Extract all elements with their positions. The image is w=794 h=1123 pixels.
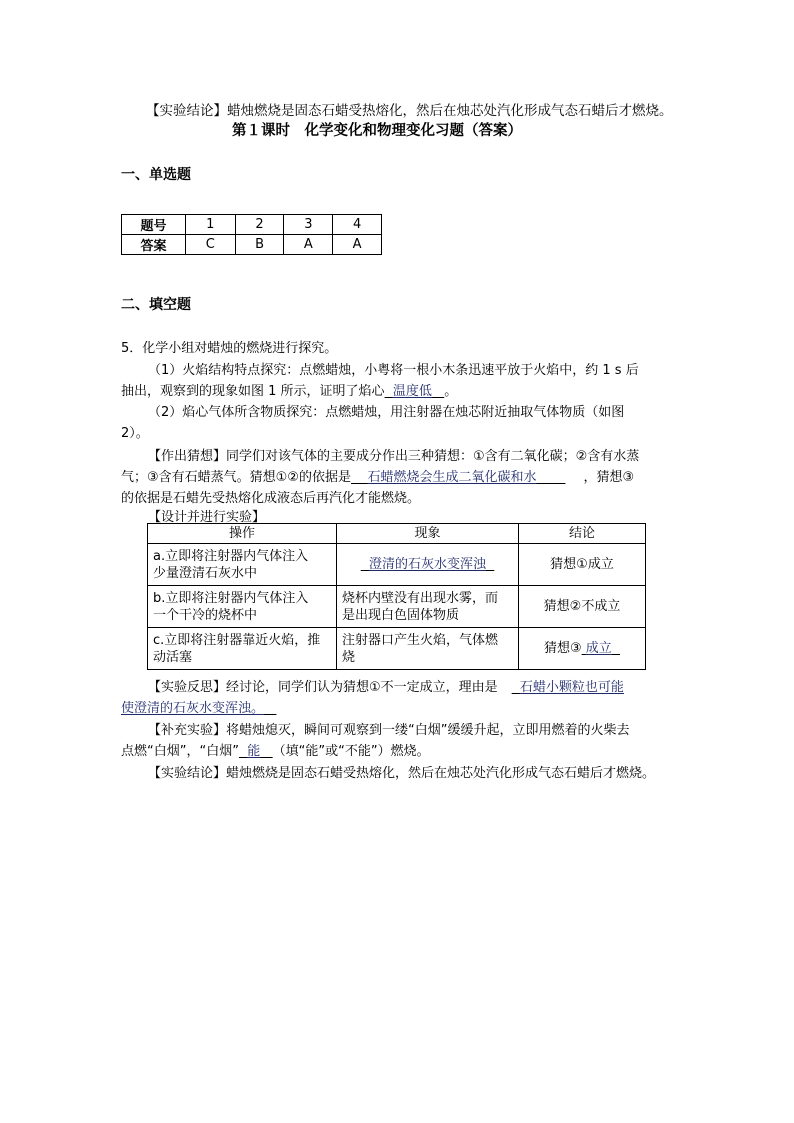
conclusion-text: 猜想③ <box>543 641 582 656</box>
table-cell-conclusion: 猜想②不成立 <box>519 586 646 628</box>
table-cell-phenomenon <box>337 628 519 670</box>
table-cell: B <box>235 235 284 255</box>
hypothesis-line1: 【作出猜想】同学们对该气体的主要成分作出三种猜想：①含有二氧化碳；②含有水蒸 <box>148 449 640 464</box>
answer-text: 石蜡燃烧会生成二氧化碳和水 <box>367 470 537 485</box>
table-cell: C <box>186 235 236 255</box>
question-5-intro: 5．化学小组对蜡烛的燃烧进行探究。 <box>121 341 338 356</box>
answer-text: 石蜡小颗粒也可能 <box>519 680 624 695</box>
table-header-cell: 结论 <box>519 524 646 544</box>
table-header-cell: 操作 <box>148 524 337 544</box>
hypothesis-text-end: ，猜想③ <box>583 470 635 485</box>
table-cell-operation <box>148 628 337 670</box>
supplement-text-end: （填“能”或“不能”）燃烧。 <box>272 744 430 759</box>
table-header-cell: 题号 <box>122 215 186 235</box>
answer-blank-conclusion <box>582 641 620 656</box>
answer-text: 成立 <box>585 641 612 656</box>
cell-line: 烧杯内壁没有出现水雾，而 <box>342 590 499 606</box>
section-heading-single-choice: 一、单选题 <box>121 167 191 183</box>
design-experiment-label: 【设计并进行实验】 <box>148 510 266 525</box>
top-conclusion: 【实验结论】蜡烛燃烧是固态石蜡受热熔化，然后在烛芯处汽化形成气态石蜡后才燃烧。 <box>146 103 673 119</box>
answer-text: 温度低 <box>392 384 432 399</box>
cell-line: 注射器口产生火焰，气体燃 <box>342 632 499 648</box>
q5-part2-line2: 2）。 <box>121 426 149 441</box>
table-row <box>122 215 382 235</box>
table-row <box>148 544 646 586</box>
cell-line: 烧 <box>342 649 356 665</box>
table-cell-conclusion <box>519 628 646 670</box>
reflection-text: 【实验反思】经讨论，同学们认为猜想①不一定成立，理由是 <box>148 680 498 695</box>
table-header-cell: 答案 <box>122 235 186 255</box>
table-cell-operation <box>148 586 337 628</box>
table-header-cell: 现象 <box>337 524 519 544</box>
table-cell: A <box>333 235 382 255</box>
experiment-table <box>147 523 646 670</box>
answer-text: 使澄清的石灰水变浑浊。 <box>121 701 265 716</box>
answer-blank-can-burn <box>239 744 273 759</box>
q5-part1-line2 <box>121 380 457 399</box>
supplement-line1: 【补充实验】将蜡烛熄灭，瞬间可观察到一缕“白烟”缓缓升起，立即用燃着的火柴去 <box>148 723 630 738</box>
cell-line: 少量澄清石灰水中 <box>153 565 258 581</box>
table-row <box>148 628 646 670</box>
cell-line: a.立即将注射器内气体注入 <box>153 548 309 564</box>
hypothesis-line2 <box>121 466 634 485</box>
reflection-line1 <box>148 676 624 695</box>
table-row <box>148 586 646 628</box>
table-cell-operation <box>148 544 337 586</box>
page-title: 第１课时 化学变化和物理变化习题（答案） <box>232 123 522 139</box>
table-cell: 4 <box>333 215 382 235</box>
q5-part1-text-end: 。 <box>444 384 458 399</box>
q5-part1-line1: （1）火焰结构特点探究：点燃蜡烛，小粤将一根小木条迅速平放于火焰中，约 1 s 后 <box>148 363 639 378</box>
answer-text: 能 <box>247 744 261 759</box>
answer-text: 澄清的石灰水变浑浊 <box>368 557 486 572</box>
cell-line: 动活塞 <box>153 649 193 665</box>
answer-blank-basis <box>351 470 565 485</box>
hypothesis-text: 气；③含有石蜡蒸气。猜想①②的依据是 <box>121 470 351 485</box>
reflection-line2 <box>121 697 276 716</box>
table-row <box>148 524 646 544</box>
answer-blank-phenomenon <box>361 557 495 572</box>
table-cell: 1 <box>186 215 236 235</box>
table-cell: 3 <box>284 215 333 235</box>
cell-line: 是出现白色固体物质 <box>342 607 460 623</box>
supplement-text: 点燃“白烟”，“白烟” <box>121 744 239 759</box>
bottom-conclusion: 【实验结论】蜡烛燃烧是固态石蜡受热熔化，然后在烛芯处汽化形成气态石蜡后才燃烧。 <box>148 766 656 781</box>
section-heading-fill-in: 二、填空题 <box>121 297 191 313</box>
table-cell: A <box>284 235 333 255</box>
table-cell-phenomenon <box>337 544 519 586</box>
cell-line: 一个干冷的烧杯中 <box>153 607 258 623</box>
cell-line: c.立即将注射器靠近火焰，推 <box>153 632 321 648</box>
table-cell: 2 <box>235 215 284 235</box>
cell-line: b.立即将注射器内气体注入 <box>153 590 309 606</box>
supplement-line2 <box>121 740 430 759</box>
table-cell-conclusion: 猜想①成立 <box>519 544 646 586</box>
table-cell-phenomenon <box>337 586 519 628</box>
q5-part1-text: 抽出，观察到的现象如图 1 所示，证明了焰心 <box>121 384 385 399</box>
answer-table <box>121 214 382 255</box>
answer-blank-reason <box>512 680 624 695</box>
table-row <box>122 235 382 255</box>
answer-blank-flame-core <box>385 384 445 399</box>
hypothesis-line3: 的依据是石蜡先受热熔化成液态后再汽化才能燃烧。 <box>121 491 421 506</box>
q5-part2-line1: （2）焰心气体所含物质探究：点燃蜡烛，用注射器在烛芯附近抽取气体物质（如图 <box>148 405 625 420</box>
